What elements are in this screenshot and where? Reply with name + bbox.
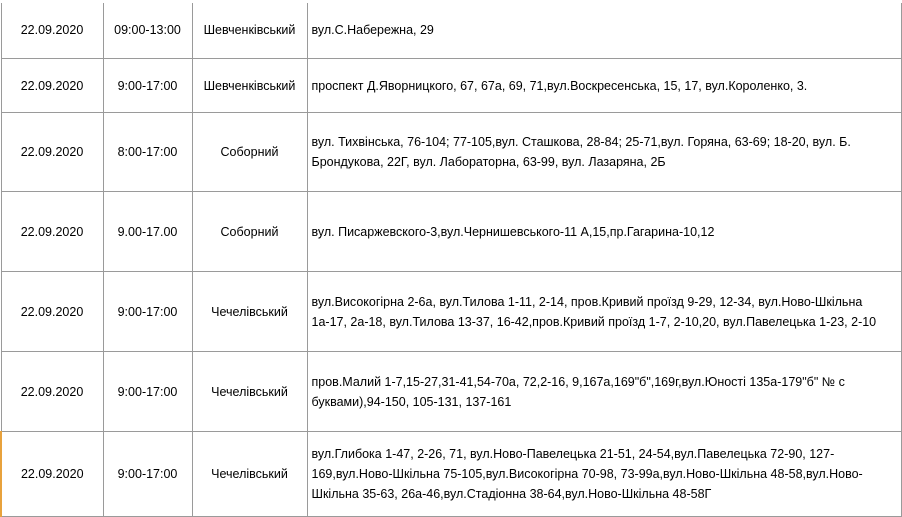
time-cell: 8:00-17:00 [103, 113, 192, 192]
district-cell: Шевченківський [192, 59, 307, 113]
time-cell: 09:00-13:00 [103, 1, 192, 59]
address-cell: вул.Високогірна 2-6а, вул.Тилова 1-11, 2-14, пров.Кривий проїзд 9-29, 12-34, вул.Ново-Шкільна 1а-17, 2а-18, вул.Тилова 13-37, 16-42,пров.Кривий проїзд 1-7, 2-10,20, вул.Павелецька 1-23, 2-10 [307, 272, 902, 352]
date-cell: 22.09.2020 [1, 59, 103, 113]
table-row [1, 432, 902, 517]
date-cell: 22.09.2020 [1, 1, 103, 59]
district-cell: Шевченківський [192, 1, 307, 59]
time-cell: 9:00-17:00 [103, 432, 192, 517]
time-cell: 9:00-17:00 [103, 59, 192, 113]
time-cell: 9.00-17.00 [103, 192, 192, 272]
address-cell: пров.Малий 1-7,15-27,31-41,54-70а, 72,2-16, 9,167а,169"б",169г,вул.Юності 135а-179"б" № с буквами),94-150, 105-131, 137-161 [307, 352, 902, 432]
date-cell: 22.09.2020 [1, 432, 103, 517]
table-row [1, 272, 902, 352]
table-row [1, 192, 902, 272]
table-row [1, 59, 902, 113]
date-cell: 22.09.2020 [1, 352, 103, 432]
district-cell: Чечелівський [192, 432, 307, 517]
address-cell: вул. Писаржевского-3,вул.Чернишевського-11 А,15,пр.Гагарина-10,12 [307, 192, 902, 272]
date-cell: 22.09.2020 [1, 113, 103, 192]
district-cell: Соборний [192, 192, 307, 272]
date-cell: 22.09.2020 [1, 192, 103, 272]
table-row [1, 1, 902, 59]
time-cell: 9:00-17:00 [103, 272, 192, 352]
district-cell: Чечелівський [192, 352, 307, 432]
district-cell: Соборний [192, 113, 307, 192]
address-cell: вул.С.Набережна, 29 [307, 1, 902, 59]
table-row [1, 113, 902, 192]
address-cell: вул. Тихвінська, 76-104; 77-105,вул. Сташкова, 28-84; 25-71,вул. Горяна, 63-69; 18-20, вул. Б. Брондукова, 22Г, вул. Лабораторна, 63-99, вул. Лазаряна, 2Б [307, 113, 902, 192]
time-cell: 9:00-17:00 [103, 352, 192, 432]
district-cell: Чечелівський [192, 272, 307, 352]
table-row [1, 352, 902, 432]
address-cell: проспект Д.Яворницкого, 67, 67а, 69, 71,вул.Воскресенська, 15, 17, вул.Короленко, 3. [307, 59, 902, 113]
date-cell: 22.09.2020 [1, 272, 103, 352]
address-cell: вул.Глибока 1-47, 2-26, 71, вул.Ново-Павелецька 21-51, 24-54,вул.Павелецька 72-90, 127-169,вул.Ново-Шкільна 75-105,вул.Високогірна 70-98, 73-99а,вул.Ново-Шкільна 48-58,вул.Ново-Шкільна 35-63, 26а-46,вул.Стадіонна 38-64,вул.Ново-Шкільна 48-58Г [307, 432, 902, 517]
top-edge [0, 0, 902, 3]
